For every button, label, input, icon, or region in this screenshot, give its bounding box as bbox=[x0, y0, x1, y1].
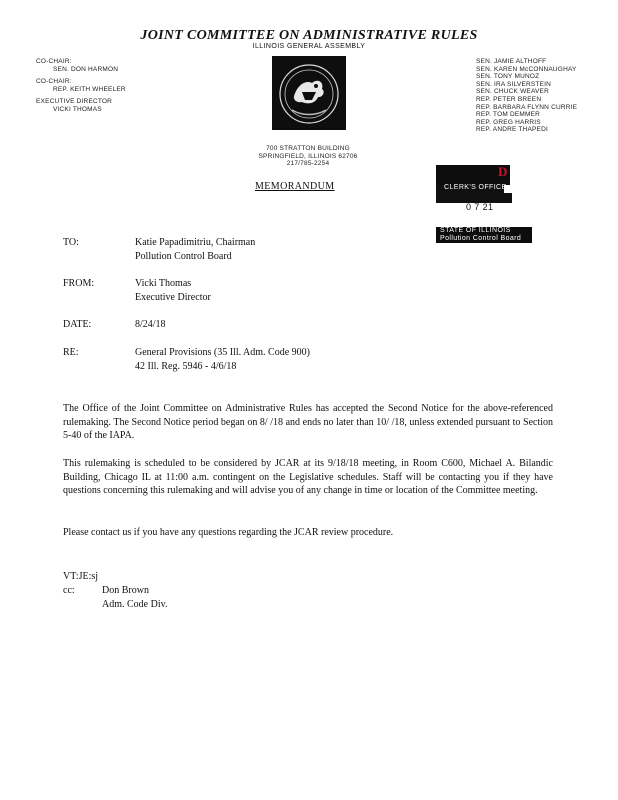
cochair-name: SEN. DON HARMON bbox=[53, 65, 119, 73]
address-line: 700 STRATTON BUILDING bbox=[266, 145, 350, 152]
address-line: SPRINGFIELD, ILLINOIS 62706 bbox=[258, 152, 358, 160]
cochair-name: REP. KEITH WHEELER bbox=[53, 85, 126, 93]
phone-number: 217/785-2254 bbox=[286, 160, 330, 168]
from-title: Executive Director bbox=[135, 292, 211, 303]
cc-recipient: Don Brown bbox=[102, 585, 149, 596]
member-name: SEN. IRA SILVERSTEIN bbox=[476, 80, 552, 88]
cc-label: cc: bbox=[63, 585, 75, 596]
cochair-label: CO-CHAIR: bbox=[36, 78, 72, 86]
date-label: DATE: bbox=[63, 319, 92, 330]
stamp-state: STATE OF ILLINOIS bbox=[440, 227, 511, 234]
officers-list bbox=[36, 58, 126, 114]
committee-address bbox=[248, 145, 368, 168]
member-name: SEN. KAREN McCONNAUGHAY bbox=[476, 65, 577, 73]
letterhead-title: JOINT COMMITTEE ON ADMINISTRATIVE RULES bbox=[140, 28, 478, 43]
typist-initials: VT:JE:sj bbox=[63, 571, 99, 582]
from-name: Vicki Thomas bbox=[135, 278, 192, 289]
executive-director-name: VICKI THOMAS bbox=[53, 105, 102, 113]
executive-director-label: EXECUTIVE DIRECTOR bbox=[36, 98, 113, 106]
cochair-label: CO-CHAIR: bbox=[36, 58, 72, 65]
to-label: TO: bbox=[63, 237, 79, 248]
member-name: REP. GREG HARRIS bbox=[476, 118, 541, 126]
cc-recipient: Adm. Code Div. bbox=[102, 599, 168, 610]
to-organization: Pollution Control Board bbox=[135, 251, 232, 262]
member-name: REP. TOM DEMMER bbox=[476, 111, 541, 119]
re-label: RE: bbox=[63, 347, 79, 358]
body-paragraph: The Office of the Joint Committee on Administrative Rules has accepted the Second Notice for the above-referenced rulemaking. The Second Notice period began on 8/ /18 and ends no later than 10/ /18, unless extended pursuant to Section 5-40 of the IAPA. bbox=[63, 403, 553, 442]
member-name: SEN. TONY MUNOZ bbox=[476, 73, 540, 81]
member-name: SEN. JAMIE ALTHOFF bbox=[476, 58, 547, 65]
committee-members-list bbox=[476, 58, 577, 134]
stamp-board: Pollution Control Board bbox=[440, 235, 522, 242]
date-value: 8/24/18 bbox=[135, 319, 166, 330]
memorandum-heading: MEMORANDUM bbox=[255, 181, 335, 192]
stamp-date: 0 7 21 bbox=[466, 202, 494, 212]
body-paragraph: Please contact us if you have any questions regarding the JCAR review procedure. bbox=[63, 527, 394, 538]
stamp-clerk-office: CLERK'S OFFICE bbox=[444, 184, 507, 191]
to-name: Katie Papadimitriu, Chairman bbox=[135, 237, 256, 248]
letterhead-subtitle: ILLINOIS GENERAL ASSEMBLY bbox=[252, 43, 366, 50]
member-name: REP. PETER BREEN bbox=[476, 95, 542, 103]
stamp-letter: D bbox=[498, 164, 508, 179]
received-stamp bbox=[436, 165, 532, 245]
member-name: REP. BARBARA FLYNN CURRIE bbox=[476, 103, 578, 111]
member-name: REP. ANDRE THAPEDI bbox=[476, 126, 548, 134]
state-seal-logo bbox=[272, 56, 346, 130]
from-label: FROM: bbox=[63, 278, 95, 289]
body-paragraph: This rulemaking is scheduled to be considered by JCAR at its 9/18/18 meeting, in Room C600, Michael A. Bilandic Building, Chicago IL at 11:00 a.m. contingent on the Legislative schedules. Staff will be contacting you if they have questions concerning this rulemaking and will advise you of any change in time or location of the Committee meeting. bbox=[63, 458, 553, 497]
member-name: SEN. CHUCK WEAVER bbox=[476, 88, 549, 96]
re-register-citation: 42 Ill. Reg. 5946 - 4/6/18 bbox=[135, 361, 237, 372]
re-subject: General Provisions (35 Ill. Adm. Code 900) bbox=[135, 347, 310, 358]
